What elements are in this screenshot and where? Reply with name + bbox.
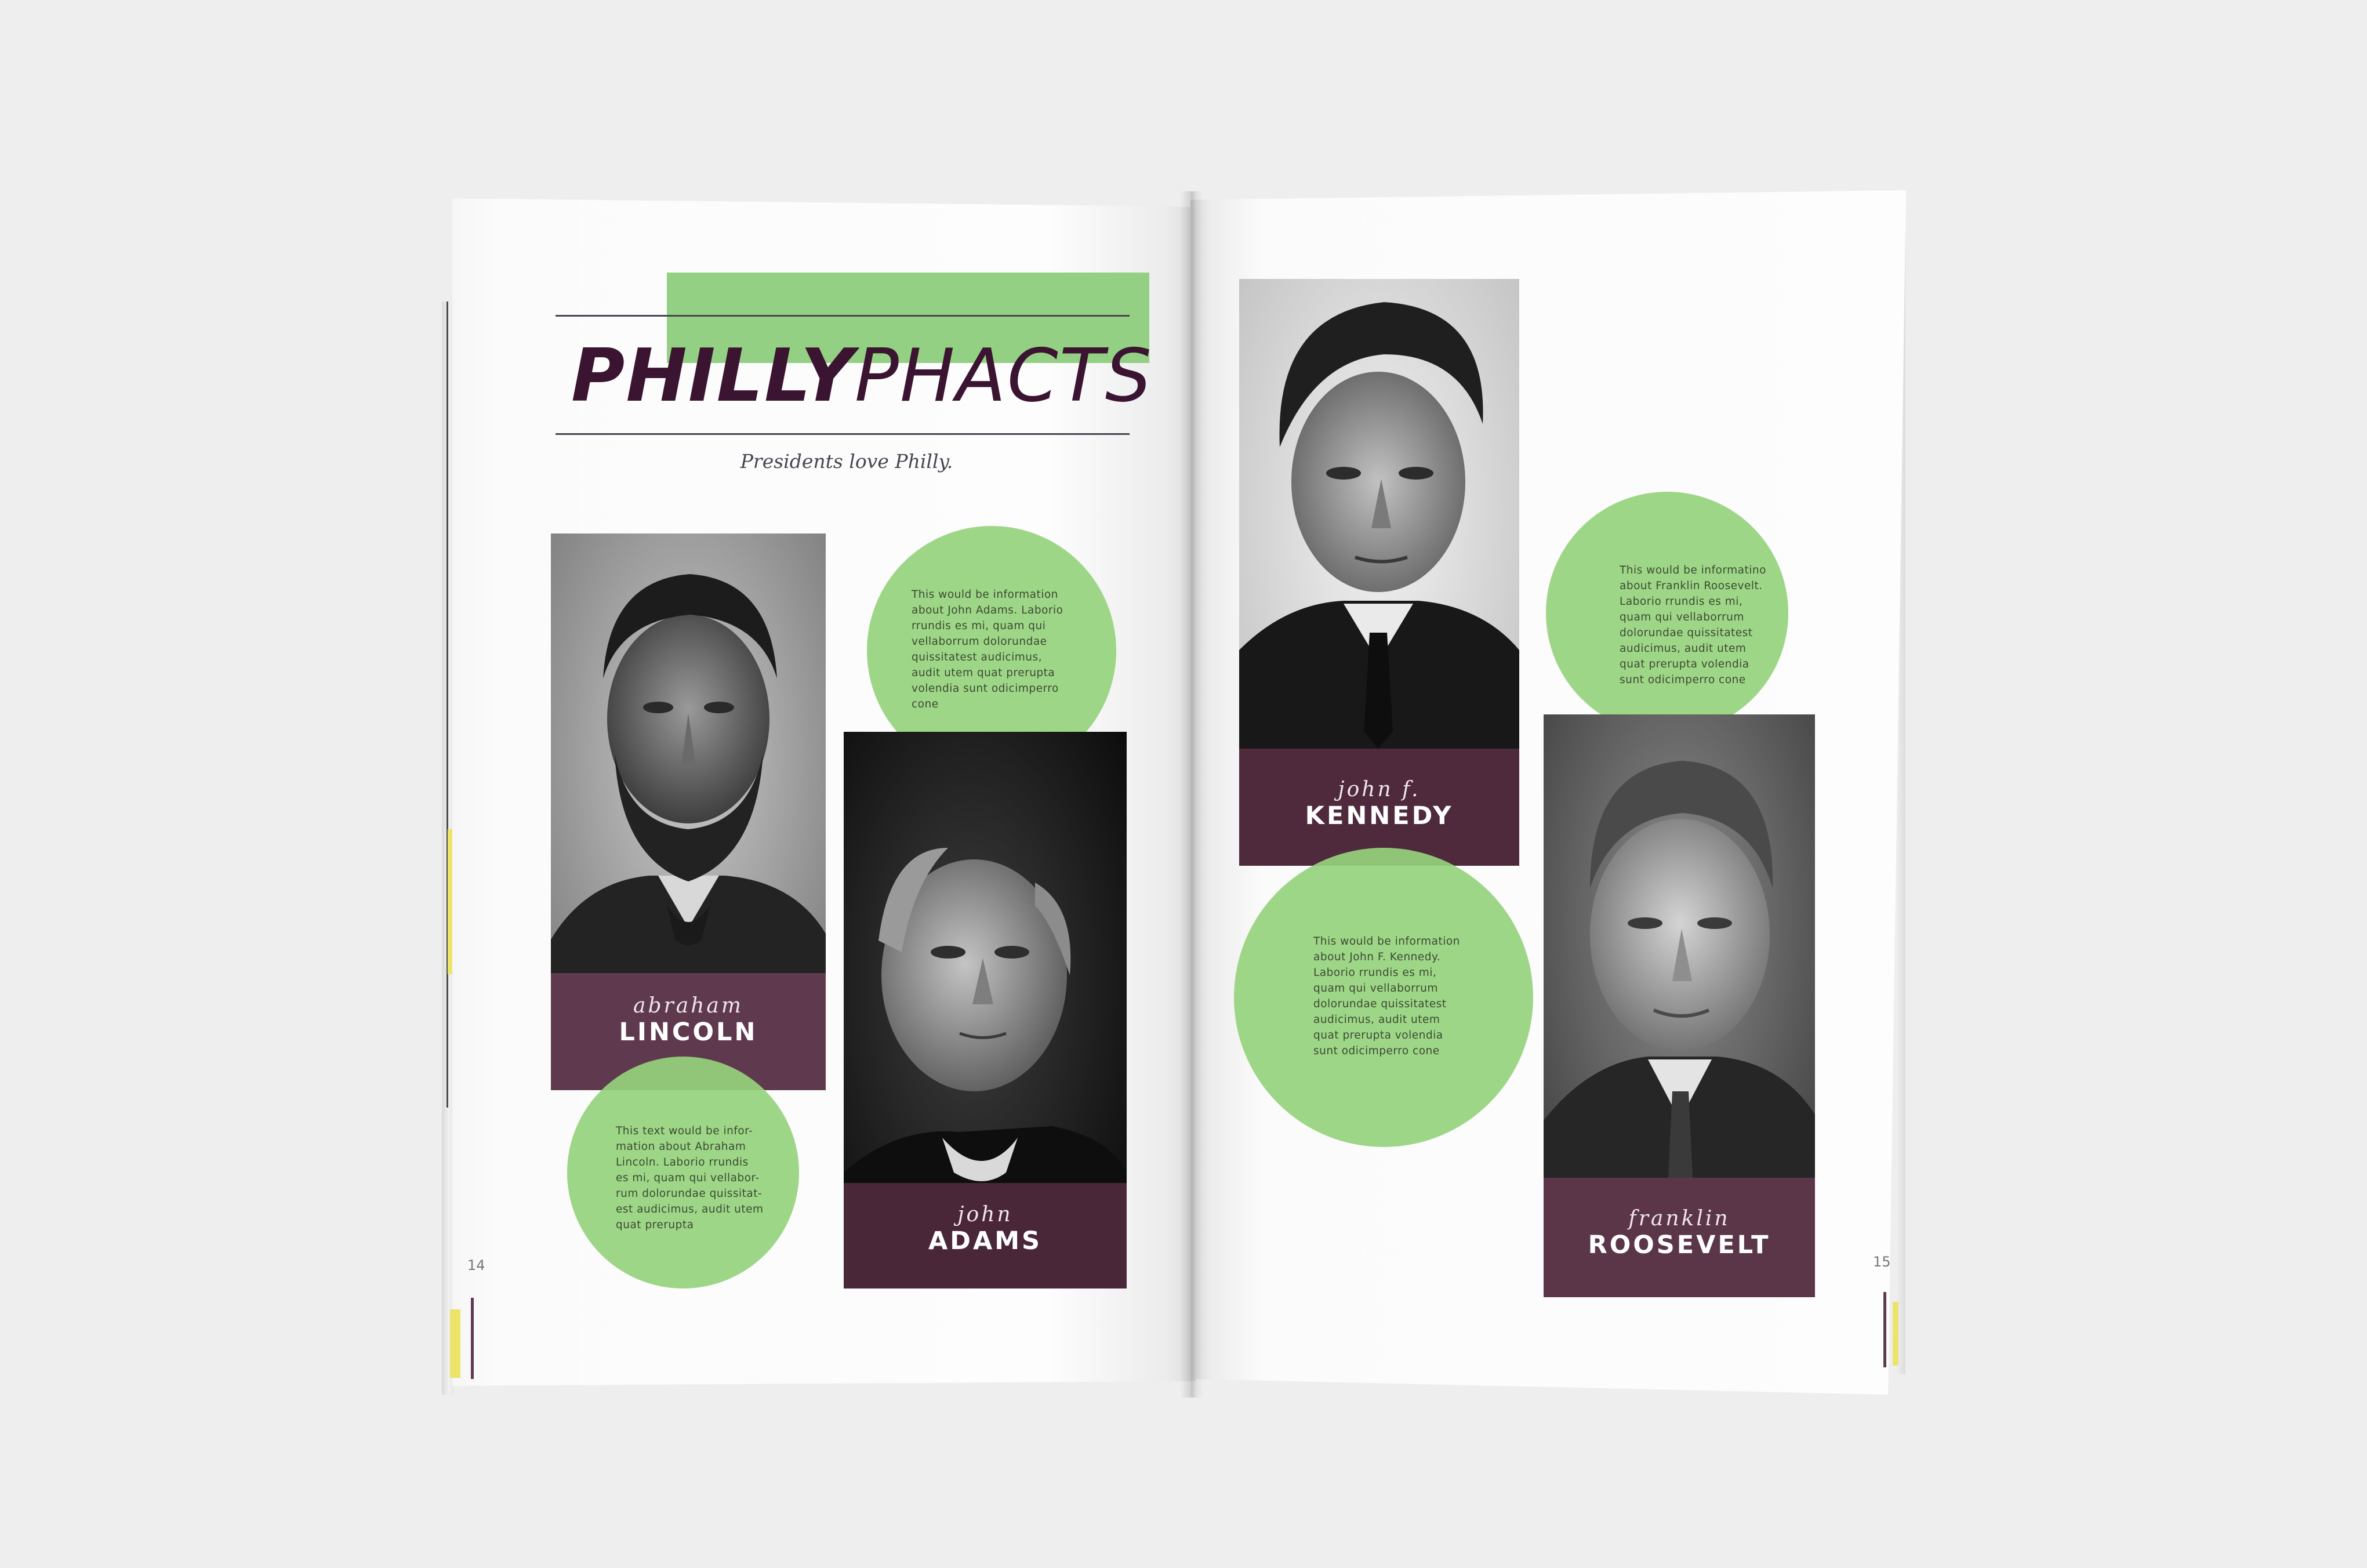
roosevelt-first-name: franklin: [1628, 1207, 1730, 1231]
portrait-adams: [844, 732, 1127, 1288]
roosevelt-name-band: [1544, 1178, 1815, 1297]
page-title: [571, 333, 1153, 418]
title-bottom-rule: [556, 433, 1130, 435]
adams-last-name: ADAMS: [928, 1226, 1042, 1255]
right-edge-plum-mark: [1883, 1292, 1886, 1367]
right-edge-yellow-tab: [1893, 1302, 1898, 1366]
page-number-left: 14: [467, 1257, 485, 1273]
title-light: PHACTS: [854, 333, 1153, 418]
page-subtitle: Presidents love Philly.: [740, 450, 953, 473]
title-bold: PHILLY: [571, 333, 855, 418]
adams-first-name: john: [957, 1203, 1013, 1226]
kennedy-last-name: KENNEDY: [1305, 801, 1454, 830]
left-edge-plum-mark: [471, 1298, 474, 1379]
roosevelt-last-name: ROOSEVELT: [1588, 1231, 1771, 1260]
title-top-rule: [556, 315, 1130, 317]
book-gutter: [1180, 191, 1203, 1398]
adams-name-band: [844, 1183, 1127, 1288]
kennedy-first-name: john f.: [1338, 778, 1421, 801]
portrait-kennedy: [1239, 279, 1519, 866]
left-edge-yellow-tab-bottom: [450, 1309, 460, 1378]
portrait-lincoln: [551, 533, 826, 1090]
lincoln-last-name: LINCOLN: [619, 1018, 758, 1047]
left-edge-line: [446, 302, 448, 1108]
lincoln-info-text: This text would be infor- mation about Abraham Lincoln. Laborio rrundis es mi, quam qui vellabor- rum dolorundae quissitat- est audicimus, audit utem quat prerupta: [616, 1125, 764, 1231]
page-number-right: 15: [1873, 1254, 1891, 1270]
portrait-roosevelt: [1544, 714, 1815, 1297]
roosevelt-info-text: This would be informatino about Franklin Roosevelt. Laborio rrundis es mi, quam qui vellaborrum dolorundae quissitatest audicimus, audit utem quat prerupta volendia sunt odicimperro cone: [1620, 564, 1766, 686]
kennedy-info-text: This would be information about John F. Kennedy. Laborio rrundis es mi, quam qui vellaborrum dolorundae quissitatest audicimus, audit utem quat prerupta volendia sunt odicimperro cone: [1313, 935, 1460, 1057]
adams-info-text: This would be information about John Adams. Laborio rrundis es mi, quam qui vellaborrum dolorundae quissitatest audicimus, audit utem quat prerupta volendia sunt odicimperro cone: [912, 589, 1063, 710]
left-edge-yellow-tab: [448, 829, 452, 974]
lincoln-first-name: abraham: [633, 994, 743, 1018]
